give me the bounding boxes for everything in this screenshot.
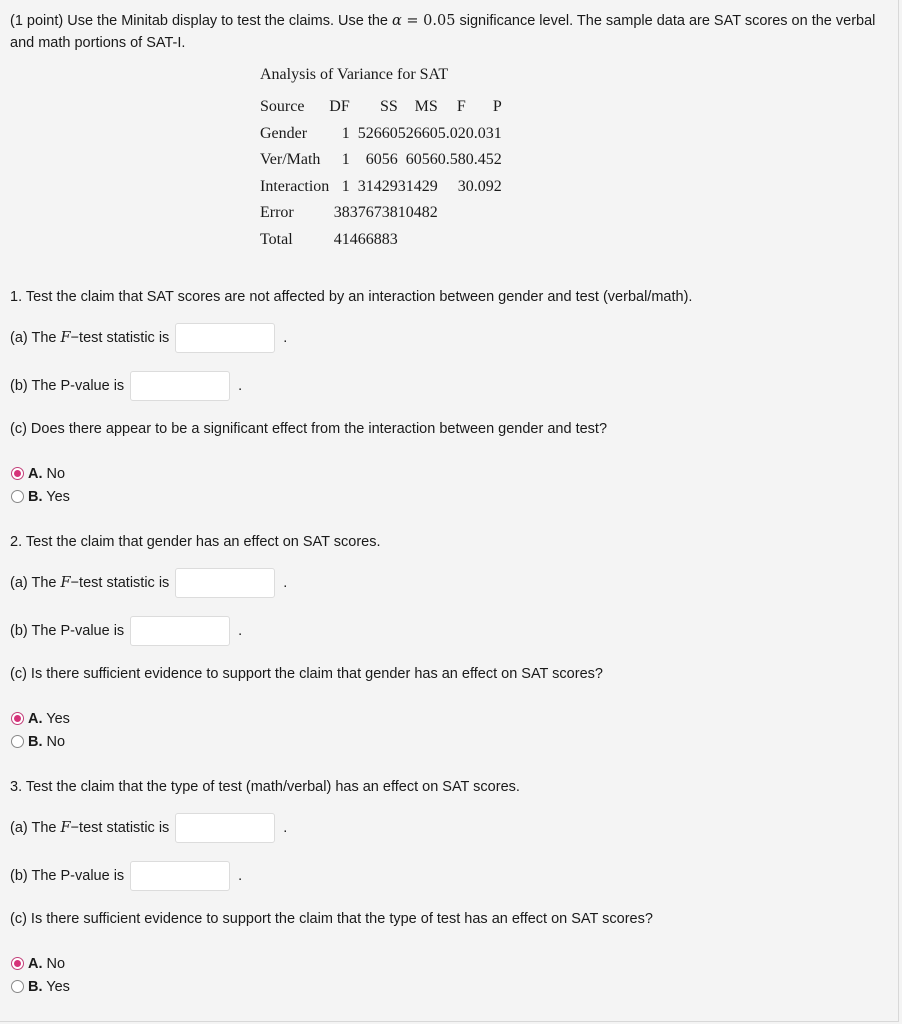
f-variable: F (60, 820, 71, 836)
cell-f (438, 227, 466, 254)
option-text: Yes (42, 489, 70, 505)
q1-claim: 1. Test the claim that SAT scores are not affected by an interaction between gender and test (verbal/math). (10, 289, 693, 305)
q1-part-c: (c) Does there appear to be a significant effect from the interaction between gender and test? (10, 421, 608, 437)
radio-unselected-icon[interactable] (11, 490, 24, 503)
q2-b-label: (b) The P-value is (10, 623, 125, 639)
cell-df: 1 (341, 151, 350, 169)
cell-p: 0.452 (465, 151, 502, 169)
option-key: A. (28, 466, 43, 482)
option-text: No (42, 956, 66, 972)
q3-p-value-input[interactable] (130, 861, 230, 891)
q2-claim: 2. Test the claim that gender has an effect on SAT scores. (10, 534, 381, 550)
cell-ms: 10482 (397, 204, 438, 222)
cell-f: 3 (457, 177, 466, 195)
header-df: DF (329, 98, 350, 116)
anova-table (260, 94, 502, 253)
q3-part-a (10, 812, 287, 844)
period: . (283, 575, 288, 591)
radio-selected-icon[interactable] (11, 957, 24, 970)
period: . (238, 868, 243, 884)
cell-df: 38 (333, 204, 350, 222)
anova-row-error (260, 200, 502, 227)
option-key: A. (28, 956, 43, 972)
anova-row-gender (260, 121, 502, 148)
cell-ms: 52660 (397, 124, 438, 142)
cell-ms: 6056 (405, 151, 438, 169)
q2-part-b (10, 615, 242, 647)
cell-f: 5.02 (437, 124, 466, 142)
q1-f-statistic-input[interactable] (175, 323, 275, 353)
cell-p (466, 227, 502, 254)
q2-option-b[interactable] (11, 733, 65, 751)
anova-row-total (260, 227, 502, 254)
cell-source: Gender (260, 124, 308, 142)
period: . (238, 623, 243, 639)
radio-unselected-icon[interactable] (11, 735, 24, 748)
option-text: Yes (42, 979, 70, 995)
q1-part-a (10, 322, 287, 354)
option-text: No (42, 466, 66, 482)
q2-part-c: (c) Is there sufficient evidence to support the claim that gender has an effect on SAT scores? (10, 666, 603, 682)
q2-part-a (10, 567, 287, 599)
radio-unselected-icon[interactable] (11, 980, 24, 993)
cell-source: Total (260, 230, 293, 248)
q2-p-value-input[interactable] (130, 616, 230, 646)
q2-option-a[interactable] (11, 710, 70, 728)
q2-a-label: (a) The (10, 575, 61, 591)
cell-ms (398, 227, 438, 254)
option-key: A. (28, 711, 43, 727)
cell-source: Ver/Math (260, 151, 321, 169)
cell-source: Interaction (260, 177, 330, 195)
q1-a-label-end: −test statistic is (70, 330, 170, 346)
q2-a-label-end: −test statistic is (70, 575, 170, 591)
q1-a-label: (a) The (10, 330, 61, 346)
q3-option-a[interactable] (11, 955, 65, 973)
intro-text-end: significance level. The sample data are SAT scores on the verbal and math portions of SAT-I. (10, 13, 876, 51)
q1-p-value-input[interactable] (130, 371, 230, 401)
cell-f (438, 200, 466, 227)
radio-selected-icon[interactable] (11, 467, 24, 480)
header-source: Source (260, 98, 305, 116)
header-p: P (492, 98, 502, 116)
q3-a-label: (a) The (10, 820, 61, 836)
q3-b-label: (b) The P-value is (10, 868, 125, 884)
header-ss: SS (379, 98, 398, 116)
cell-ss: 376738 (349, 204, 398, 222)
cell-ss: 6056 (365, 151, 398, 169)
q3-part-c: (c) Is there sufficient evidence to support the claim that the type of test has an effect on SAT scores? (10, 911, 653, 927)
cell-p (466, 200, 502, 227)
header-ms: MS (414, 98, 438, 116)
cell-ss: 466883 (349, 230, 398, 248)
anova-row-vermath (260, 147, 502, 174)
q3-option-b[interactable] (11, 978, 70, 996)
option-text: Yes (42, 711, 70, 727)
cell-df: 1 (341, 177, 350, 195)
q3-f-statistic-input[interactable] (175, 813, 275, 843)
q1-part-b (10, 370, 242, 402)
intro-text: (1 point) Use the Minitab display to test the claims. Use the (10, 13, 393, 29)
option-text: No (42, 734, 66, 750)
q2-f-statistic-input[interactable] (175, 568, 275, 598)
q1-option-b[interactable] (11, 488, 70, 506)
anova-header-row (260, 94, 502, 121)
option-key: B. (28, 489, 43, 505)
cell-p: 0.092 (465, 177, 502, 195)
period: . (238, 378, 243, 394)
option-key: B. (28, 734, 43, 750)
cell-f: 0.58 (437, 151, 466, 169)
cell-p: 0.031 (465, 124, 502, 142)
period: . (283, 820, 288, 836)
cell-ss: 31429 (357, 177, 398, 195)
q1-option-a[interactable] (11, 465, 65, 483)
period: . (283, 330, 288, 346)
q3-a-label-end: −test statistic is (70, 820, 170, 836)
f-variable: F (60, 330, 71, 346)
q3-claim: 3. Test the claim that the type of test (math/verbal) has an effect on SAT scores. (10, 779, 520, 795)
anova-title: Analysis of Variance for SAT (260, 66, 449, 83)
problem-intro (10, 10, 885, 54)
alpha-value: = 0.05 (401, 13, 456, 29)
option-key: B. (28, 979, 43, 995)
radio-selected-icon[interactable] (11, 712, 24, 725)
cell-df: 1 (341, 124, 350, 142)
f-variable: F (60, 575, 71, 591)
q1-b-label: (b) The P-value is (10, 378, 125, 394)
anova-row-interaction (260, 174, 502, 201)
cell-ss: 52660 (357, 124, 398, 142)
cell-ms: 31429 (397, 177, 438, 195)
cell-source: Error (260, 204, 294, 222)
header-f: F (456, 98, 466, 116)
cell-df: 41 (333, 230, 350, 248)
q3-part-b (10, 860, 242, 892)
alpha-symbol: α (392, 13, 402, 29)
